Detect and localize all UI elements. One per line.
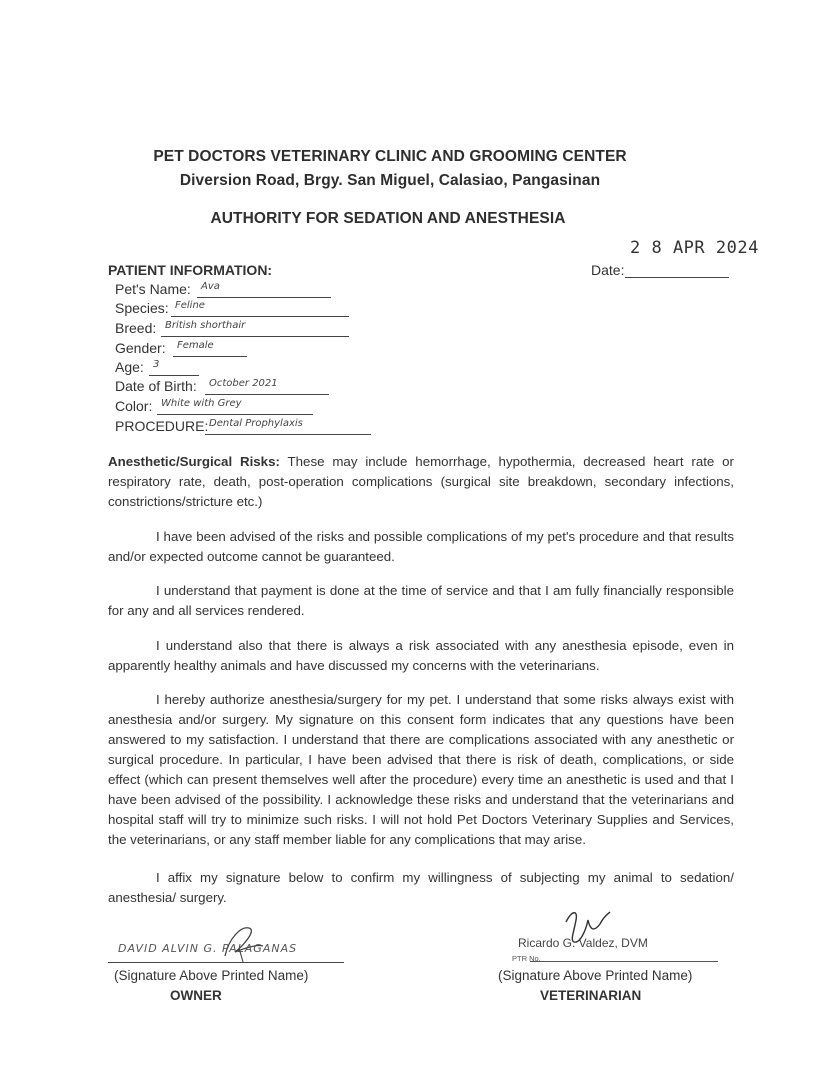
owner-printed-name: DAVID ALVIN G. PALAGANAS [118,942,298,955]
field-value-gender: Female [173,340,247,357]
field-value-color: White with Grey [157,398,313,415]
owner-signature-caption: (Signature Above Printed Name) [114,968,309,983]
form-title: AUTHORITY FOR SEDATION AND ANESTHESIA [210,210,566,227]
risks-paragraph [108,452,734,512]
ptr-number-line [530,961,718,962]
field-color [115,398,242,414]
risks-text: These may include hemorrhage, hypothermia, decreased heart rate or respiratory rate, death, post-operation complications (surgical site breakdown, secondary infections, constrictions/stricture etc.) [108,454,734,509]
field-value-procedure: Dental Prophylaxis [205,418,371,435]
field-value-age: 3 [149,359,199,376]
paragraph-authorize [108,690,734,850]
paragraph-risk-text: I understand also that there is always a risk associated with any anesthesia episode, even in apparently healthy animals and have discussed my concerns with the veterinarians. [108,638,734,673]
field-age [115,359,160,375]
field-label: Age: [115,359,144,375]
paragraph-payment-text: I understand that payment is done at the time of service and that I am fully financially responsible for any and all services rendered. [108,583,734,618]
paragraph-advised-text: I have been advised of the risks and possible complications of my pet's procedure and that results and/or expected outcome cannot be guaranteed. [108,529,734,564]
owner-signature-scribble [215,918,275,968]
field-value-pet-name: Ava [197,281,331,298]
date-field-line [625,277,729,278]
risks-heading: Anesthetic/Surgical Risks: [108,454,280,469]
paragraph-payment [108,581,734,621]
field-label: PROCEDURE: [115,418,209,434]
date-stamp: 2 8 APR 2024 [630,238,759,258]
paragraph-advised [108,527,734,567]
field-label: Date of Birth: [115,378,197,394]
field-label: Color: [115,398,153,414]
veterinarian-printed-name: Ricardo G. Valdez, DVM [518,936,648,950]
clinic-address: Diversion Road, Brgy. San Miguel, Calasiao, Pangasinan [179,172,601,189]
field-label: Breed: [115,320,157,336]
field-breed [115,320,246,336]
paragraph-affix-text: I affix my signature below to confirm my willingness of subjecting my animal to sedation/ anesthesia/ surgery. [108,870,734,905]
field-value-breed: British shorthair [161,320,349,337]
field-label: Species: [115,300,169,316]
field-species [115,300,205,316]
paragraph-affix [108,868,734,908]
paragraph-authorize-text: I hereby authorize anesthesia/surgery for my pet. I understand that some risks always exist with anesthesia and/or surgery. My signature on this consent form indicates that any questions have been answered to my satisfaction. I understand that there are complications associated with any anesthetic or surgical procedure. In particular, I have been advised that there is risk of death, complications, or side effect (which can present themselves well after the procedure) every time an anesthetic is used and that I have been advised of the possibility. I acknowledge these risks and understand that the veterinarians and hospital staff will try to minimize such risks. I will not hold Pet Doctors Veterinary Supplies and Services, the veterinarians, or any staff member liable for any complications that may arise. [108,692,734,847]
owner-role: OWNER [170,988,222,1003]
ptr-label: PTR No. [512,954,541,963]
veterinarian-signature-caption: (Signature Above Printed Name) [498,968,693,983]
field-date-of-birth [115,378,278,394]
field-value-species: Feline [171,300,349,317]
field-gender [115,340,214,356]
veterinarian-role: VETERINARIAN [540,988,642,1003]
clinic-name: PET DOCTORS VETERINARY CLINIC AND GROOMING CENTER [153,148,627,165]
date-label: Date: [591,262,625,278]
field-pet-name [115,281,220,297]
patient-info-title: PATIENT INFORMATION: [108,262,273,278]
paragraph-risk [108,636,734,676]
field-value-date-of-birth: October 2021 [205,378,329,395]
field-label: Gender: [115,340,166,356]
field-label: Pet's Name: [115,281,191,297]
field-procedure [115,418,303,434]
owner-signature-line [108,962,344,963]
